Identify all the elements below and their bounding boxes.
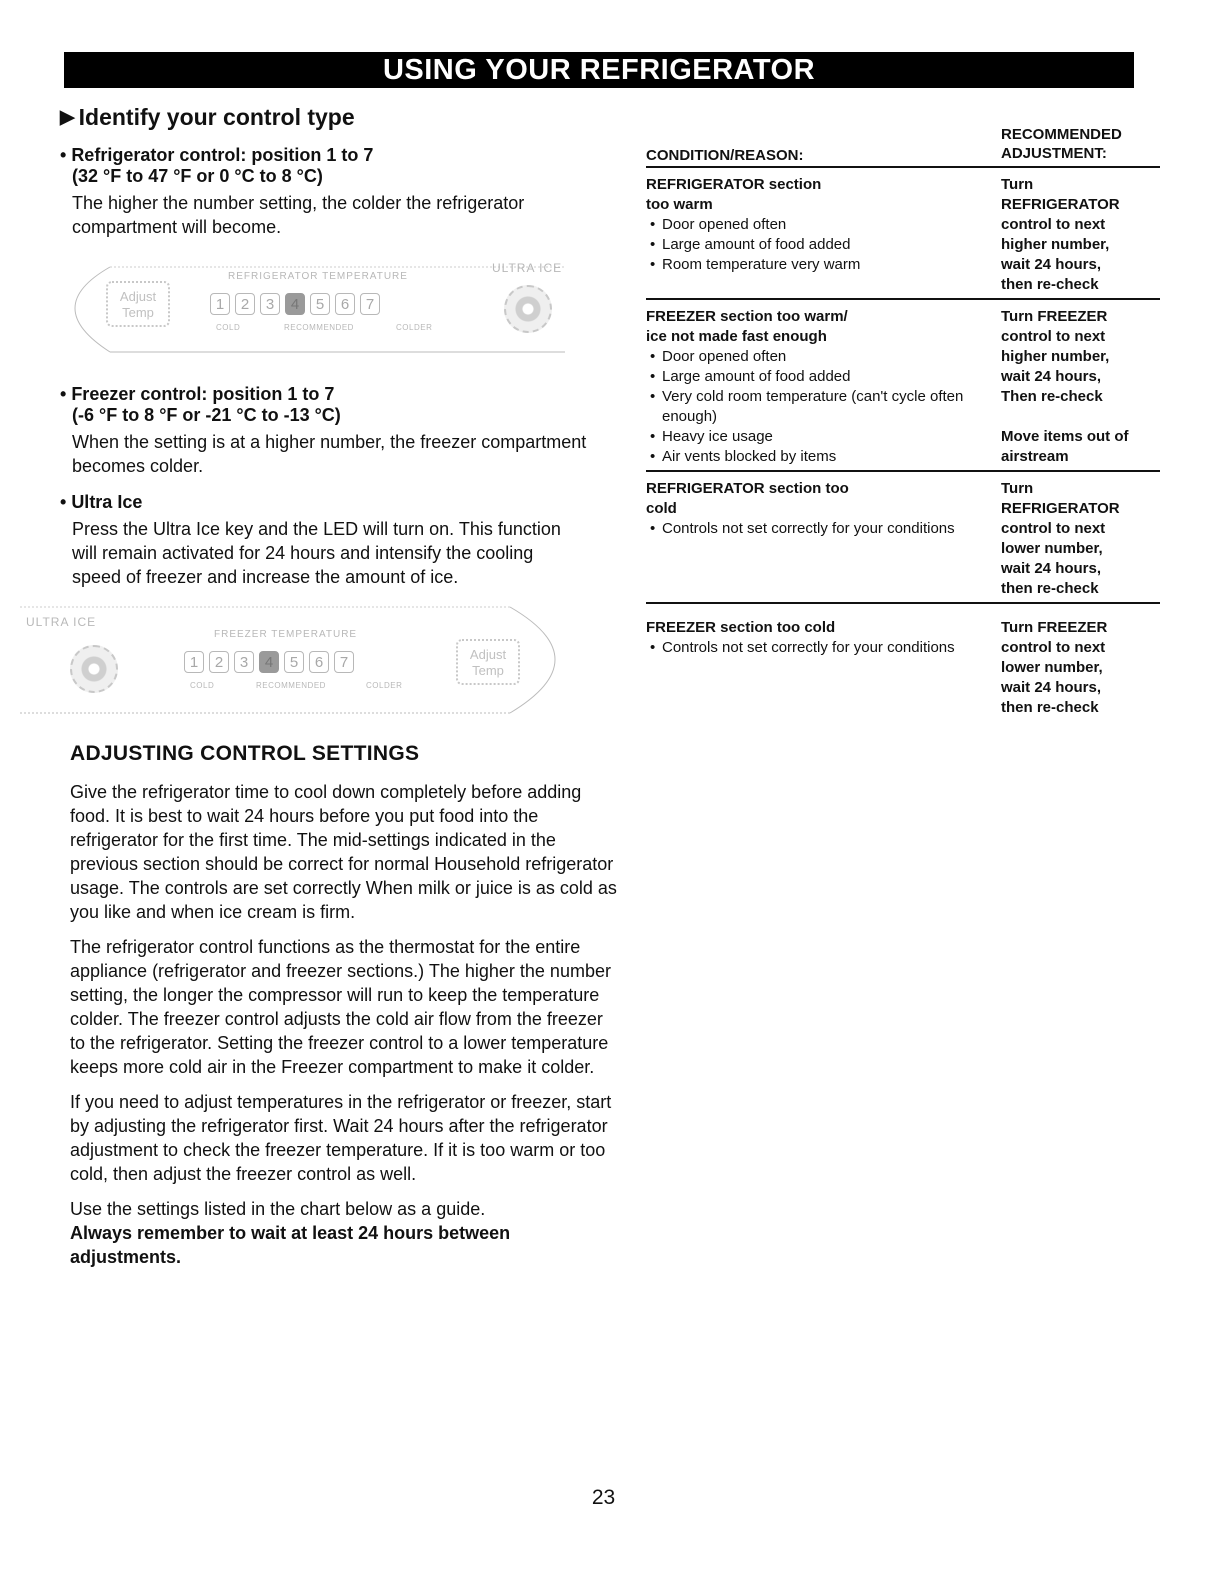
setting-key-7[interactable]: 7	[360, 293, 380, 315]
freezer-range: (-6 °F to 8 °F or -21 °C to -13 °C)	[72, 405, 341, 425]
arrow-right-icon: ▶	[60, 107, 75, 128]
refrigerator-control-panel	[60, 247, 620, 372]
adjust-temp-button[interactable]: Adjust Temp	[456, 639, 520, 685]
freezer-control-panel	[20, 597, 620, 722]
identify-title: Identify your control type	[78, 104, 355, 130]
list-item: • Controls not set correctly for your conditions	[646, 638, 1001, 658]
ultra-ice-label: ULTRA ICE	[26, 615, 97, 629]
setting-key-4-active[interactable]: 4	[259, 651, 279, 673]
refrigerator-setting-keys	[210, 293, 380, 315]
setting-key-4-active[interactable]: 4	[285, 293, 305, 315]
list-item: • Room temperature very warm	[646, 255, 1001, 275]
list-item: • Door opened often	[646, 215, 1001, 235]
page-number: 23	[591, 1486, 616, 1509]
condition-text: FREEZER section too cold	[646, 619, 836, 636]
table-header	[646, 125, 1160, 168]
wait-warning: Always remember to wait at least 24 hours between adjustments.	[70, 1223, 511, 1267]
setting-key-2[interactable]: 2	[235, 293, 255, 315]
list-item: • Large amount of food added	[646, 367, 1001, 387]
table-row	[646, 472, 1160, 604]
cold-label: COLD	[216, 323, 241, 332]
list-item: • Large amount of food added	[646, 235, 1001, 255]
list-item: • Air vents blocked by items	[646, 447, 1001, 467]
adjusting-paragraph-3: If you need to adjust temperatures in the refrigerator or freezer, start by adjusting the refrigerator first. Wait 24 hours after the refrigerator adjustment to check the freezer temperature. If it is too warm or too cold, then adjust the freezer control as well.	[70, 1092, 612, 1184]
setting-key-5[interactable]: 5	[310, 293, 330, 315]
identify-heading	[60, 104, 620, 131]
freezer-control-text: When the setting is at a higher number, the freezer compartment becomes colder.	[72, 432, 587, 476]
freezer-temperature-label: FREEZER TEMPERATURE	[214, 629, 358, 640]
condition-text: REFRIGERATOR section too warm	[646, 176, 822, 213]
table-row	[646, 604, 1160, 721]
refrigerator-control-text: The higher the number setting, the colder the refrigerator compartment will become.	[72, 193, 525, 237]
refrigerator-range: (32 °F to 47 °F or 0 °C to 8 °C)	[72, 166, 323, 186]
setting-key-6[interactable]: 6	[309, 651, 329, 673]
setting-key-1[interactable]: 1	[184, 651, 204, 673]
refrigerator-control-heading: • Refrigerator control: position 1 to 7 (32 °F to 47 °F or 0 °C to 8 °C)	[60, 145, 374, 186]
colder-label: COLDER	[396, 323, 433, 332]
list-item: • Heavy ice usage	[646, 427, 1001, 447]
adjust-temp-button[interactable]: Adjust Temp	[106, 281, 170, 327]
adjusting-paragraph-4: Use the settings listed in the chart below as a guide. Always remember to wait at least 24 hours between adjustments.	[70, 1199, 511, 1267]
adjustment-text: Turn REFRIGERATOR control to next higher number, wait 24 hours, then re-check	[1001, 176, 1120, 293]
setting-key-3[interactable]: 3	[234, 651, 254, 673]
setting-key-6[interactable]: 6	[335, 293, 355, 315]
adjustment-table	[646, 125, 1160, 721]
ultra-ice-fan-icon[interactable]	[504, 285, 552, 333]
ultra-ice-text: Press the Ultra Ice key and the LED will turn on. This function will remain activated for 24 hours and intensify the cooling speed of freezer and increase the amount of ice.	[72, 519, 561, 587]
setting-key-7[interactable]: 7	[334, 651, 354, 673]
page-banner: USING YOUR REFRIGERATOR	[64, 52, 1134, 88]
adjustment-text: Turn FREEZER control to next higher number, wait 24 hours, Then re-check Move items out of airstream	[1001, 308, 1129, 465]
refrigerator-temperature-label: REFRIGERATOR TEMPERATURE	[228, 271, 408, 282]
recommended-label: RECOMMENDED	[284, 323, 354, 332]
condition-text: REFRIGERATOR section too cold	[646, 480, 849, 517]
list-item: • Door opened often	[646, 347, 1001, 367]
setting-key-1[interactable]: 1	[210, 293, 230, 315]
list-item: • Very cold room temperature (can't cycle often enough)	[646, 387, 1001, 427]
col-condition-header: CONDITION/REASON:	[646, 147, 804, 164]
setting-key-5[interactable]: 5	[284, 651, 304, 673]
ultra-ice-fan-icon[interactable]	[70, 645, 118, 693]
adjusting-paragraph-1: Give the refrigerator time to cool down completely before adding food. It is best to wait 24 hours before you put food into the refrigerator for the first time. The mid-settings indicated in the previous section should be correct for normal Household refrigerator usage. The controls are set correctly When milk or juice is as cold as you like and when ice cream is firm.	[70, 782, 617, 922]
list-item: • Controls not set correctly for your conditions	[646, 519, 1001, 539]
adjusting-paragraph-2: The refrigerator control functions as the thermostat for the entire appliance (refrigerator and freezer sections.) The higher the number setting, the longer the compressor will run to keep the temperature colder. The freezer control adjusts the cold air flow from the freezer to the refrigerator. Setting the freezer control to a lower temperature keeps more cold air in the Freezer compartment to make it colder.	[70, 937, 611, 1077]
freezer-control-heading: • Freezer control: position 1 to 7 (-6 °F to 8 °F or -21 °C to -13 °C)	[60, 384, 341, 425]
ultra-ice-heading: • Ultra Ice	[60, 492, 143, 512]
left-column	[26, 100, 620, 1280]
col-adjustment-header: RECOMMENDED ADJUSTMENT:	[1001, 126, 1122, 162]
setting-key-2[interactable]: 2	[209, 651, 229, 673]
freezer-setting-keys	[184, 651, 354, 673]
colder-label: COLDER	[366, 681, 403, 690]
cold-label: COLD	[190, 681, 215, 690]
table-row	[646, 300, 1160, 472]
ultra-ice-label: ULTRA ICE	[492, 261, 563, 275]
adjustment-text: Turn REFRIGERATOR control to next lower number, wait 24 hours, then re-check	[1001, 480, 1120, 597]
setting-key-3[interactable]: 3	[260, 293, 280, 315]
condition-text: FREEZER section too warm/ ice not made fast enough	[646, 308, 848, 345]
adjustment-text: Turn FREEZER control to next lower number, wait 24 hours, then re-check	[1001, 619, 1108, 716]
adjusting-heading: ADJUSTING CONTROL SETTINGS	[70, 742, 420, 765]
table-row	[646, 168, 1160, 300]
recommended-label: RECOMMENDED	[256, 681, 326, 690]
